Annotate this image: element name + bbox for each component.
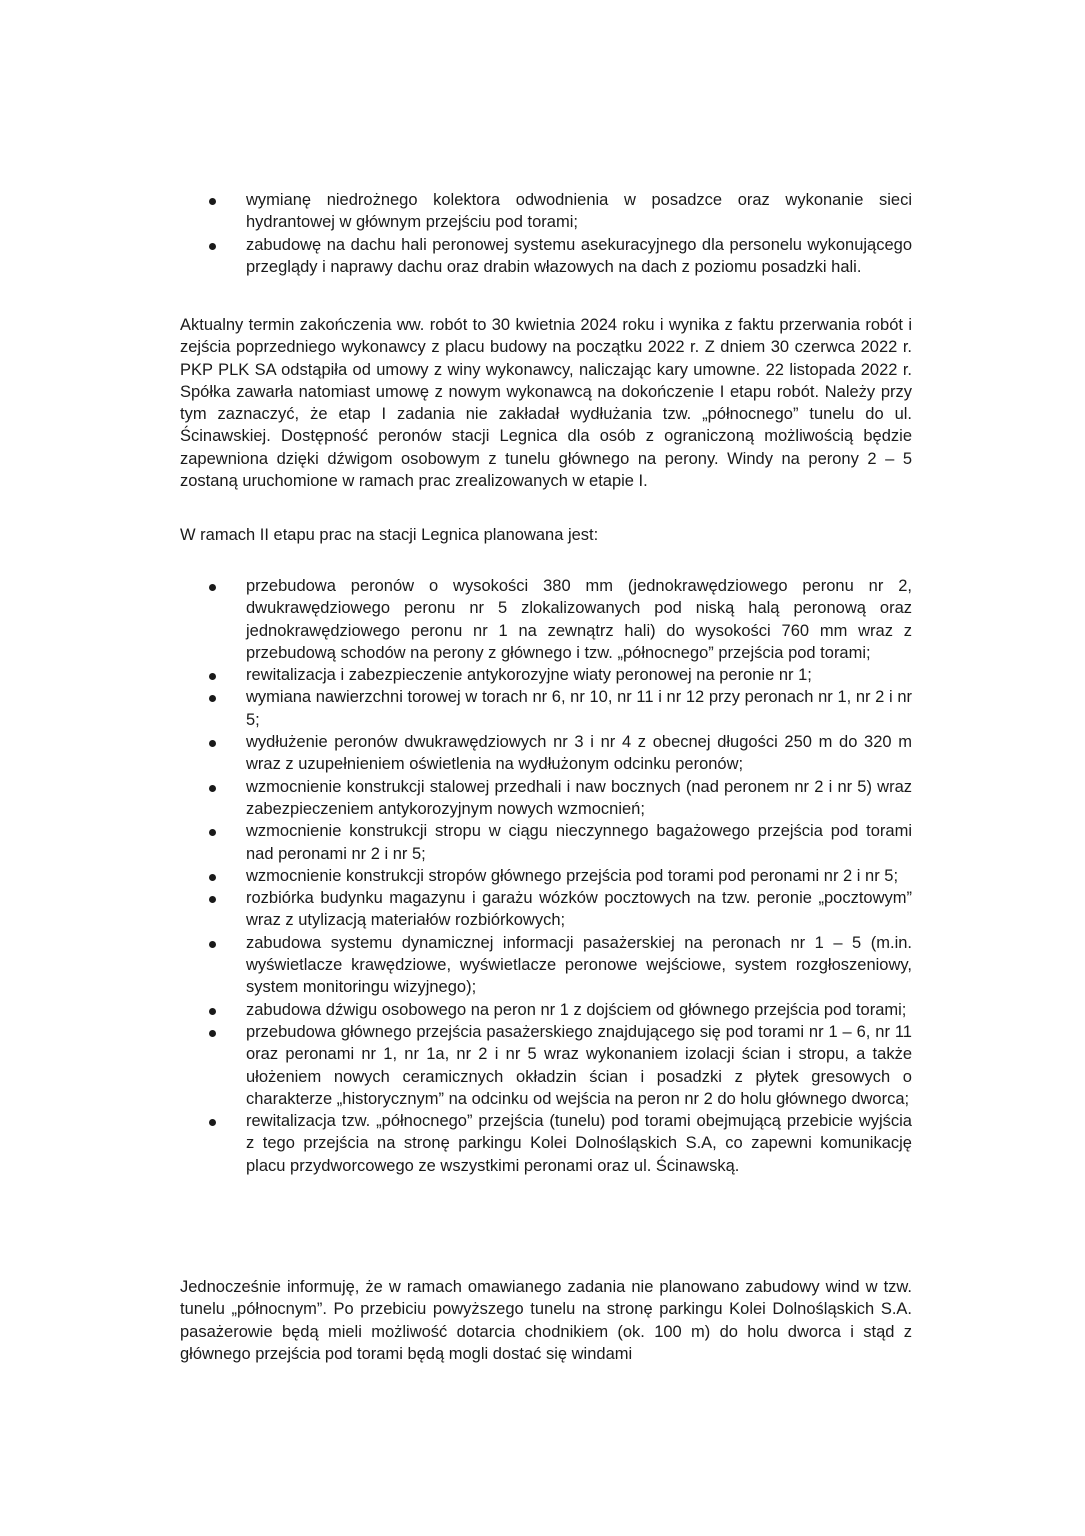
paragraph-stage-two-intro: W ramach II etapu prac na stacji Legnica planowana jest: (180, 526, 599, 544)
list-item (180, 731, 912, 776)
list-item (180, 932, 912, 999)
list-item (180, 776, 912, 821)
bullet-icon (209, 740, 216, 747)
list-item-text: wzmocnienie konstrukcji stropu w ciągu nieczynnego bagażowego przejścia pod torami nad peronami nr 2 i nr 5; (246, 822, 912, 863)
bullet-icon (209, 695, 216, 702)
list-item-text: rozbiórka budynku magazynu i garażu wózków pocztowych na tzw. peronie „pocztowym” wraz z utylizacją materiałów rozbiórkowych; (246, 889, 912, 930)
list-item (180, 664, 912, 686)
list-item (180, 820, 912, 865)
list-item (180, 189, 912, 234)
list-item (180, 1110, 912, 1177)
list-item (180, 575, 912, 664)
bullet-icon (209, 941, 216, 948)
bullet-icon (209, 673, 216, 680)
bullet-icon (209, 785, 216, 792)
bullet-icon (209, 1030, 216, 1037)
bullet-icon (209, 874, 216, 881)
list-item-text: wzmocnienie konstrukcji stalowej przedhali i naw bocznych (nad peronem nr 2 i nr 5) wraz zabezpieczeniem antykorozyjnym nowych wzmocnień; (246, 777, 912, 818)
paragraph-schedule: Aktualny termin zakończenia ww. robót to 30 kwietnia 2024 roku i wynika z faktu przerwania robót i zejścia poprzedniego wykonawcy z placu budowy na początku 2022 r. Z dniem 30 czerwca 2022 r. PKP PLK SA odstąpiła od umowy z winy wykonawcy, naliczając kary umowne. 22 listopada 2022 r. Spółka zawarła natomiast umowę z nowym wykonawcą na dokończenie I etapu robót. Należy przy tym zaznaczyć, że etap I zadania nie zakładał wydłużania tzw. „północnego” tunelu do ul. Ścinawskiej. Dostępność peronów stacji Legnica dla osób z ograniczoną możliwością będzie zapewniona dzięki dźwigom osobowym z tunelu głównego na perony. Windy na perony 2 – 5 zostaną uruchomione w ramach prac zrealizowanych w etapie I. (180, 316, 912, 491)
bullet-icon (209, 243, 216, 250)
paragraph-elevators-info: Jednocześnie informuję, że w ramach omawianego zadania nie planowano zabudowy wind w tzw. tunelu „północnym”. Po przebiciu powyższego tunelu na stronę parkingu Kolei Dolnośląskich S.A. pasażerowie będą mieli możliwość dotarcia chodnikiem (ok. 100 m) do holu dworca i stąd z głównego przejścia pod torami będą mogli dostać się windami (180, 1278, 912, 1363)
list-item-text: wymianę niedrożnego kolektora odwodnienia w posadzce oraz wykonanie sieci hydrantowej w głównym przejściu pod torami; (246, 191, 912, 232)
list-item-text: przebudowa głównego przejścia pasażerskiego znajdującego się pod torami nr 1 – 6, nr 11 oraz peronami nr 1, nr 1a, nr 2 i nr 5 wraz wykonaniem izolacji ścian i stropu, a także ułożeniem nowych ceramicznych okładzin ścian i posadzki z płytek gresowych o charakterze „historycznym” na odcinku od wejścia na peron nr 2 do holu głównego dworca; (246, 1022, 912, 1108)
list-item-text: zabudowę na dachu hali peronowej systemu asekuracyjnego dla personelu wykonującego przeglądy i naprawy dachu oraz drabin włazowych na dach z poziomu posadzki hali. (246, 235, 912, 276)
list-item (180, 865, 912, 887)
list-item-text: wydłużenie peronów dwukrawędziowych nr 3 i nr 4 z obecnej długości 250 m do 320 m wraz z uzupełnieniem oświetlenia na wydłużonym odcinku peronów; (246, 733, 912, 774)
stage-two-bullet-list (180, 575, 912, 1177)
bullet-icon (209, 1119, 216, 1126)
list-item-text: wymiana nawierzchni torowej w torach nr 6, nr 10, nr 11 i nr 12 przy peronach nr 1, nr 2 i nr 5; (246, 688, 912, 729)
bullet-icon (209, 198, 216, 205)
list-item (180, 999, 912, 1021)
list-item-text: zabudowa systemu dynamicznej informacji pasażerskiej na peronach nr 1 – 5 (m.in. wyświetlacze krawędziowe, wyświetlacze peronowe wejściowe, system rozgłoszeniowy, system monitoringu wizyjnego); (246, 933, 912, 997)
list-item (180, 1021, 912, 1110)
list-item (180, 234, 912, 279)
list-item-text: zabudowa dźwigu osobowego na peron nr 1 z dojściem od głównego przejścia pod torami; (246, 1000, 907, 1019)
bullet-icon (209, 1008, 216, 1015)
bullet-icon (209, 896, 216, 903)
bullet-icon (209, 829, 216, 836)
bullet-icon (209, 584, 216, 591)
top-bullet-list (180, 189, 912, 278)
list-item-text: rewitalizacja tzw. „północnego” przejścia (tunelu) pod torami obejmującą przebicie wyjścia z tego przejścia na stronę parkingu Kolei Dolnośląskich S.A, co zapewni komunikację placu przydworcowego ze wszystkimi peronami oraz ul. Ścinawską. (246, 1112, 912, 1175)
list-item-text: wzmocnienie konstrukcji stropów głównego przejścia pod torami pod peronami nr 2 i nr 5; (246, 866, 899, 885)
list-item-text: przebudowa peronów o wysokości 380 mm (jednokrawędziowego peronu nr 2, dwukrawędziowego peronu nr 5 zlokalizowanych pod niską halą peronową oraz jednokrawędziowego peronu nr 1 na zewnątrz hali) do wysokości 760 mm wraz z przebudową schodów na perony z głównego i tzw. „północnego” przejścia pod torami; (246, 577, 912, 662)
list-item (180, 887, 912, 932)
list-item-text: rewitalizacja i zabezpieczenie antykorozyjne wiaty peronowej na peronie nr 1; (246, 666, 812, 685)
list-item (180, 686, 912, 731)
